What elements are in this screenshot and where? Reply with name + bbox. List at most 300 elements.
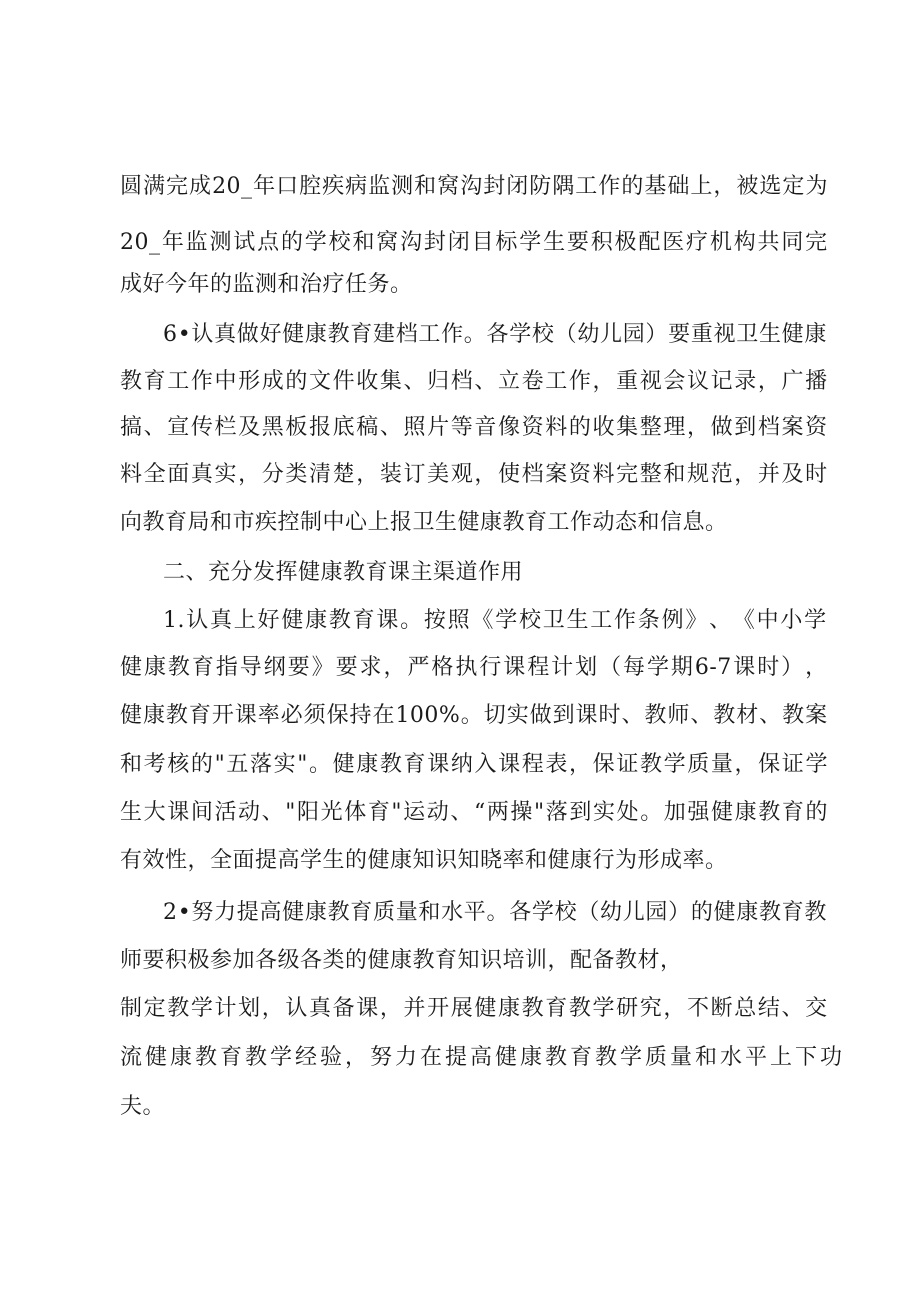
- text-glyph: 楚: [332, 462, 356, 487]
- text-glyph: 作: [598, 174, 621, 199]
- text-line: [120, 653, 828, 683]
- text-glyph: 两: [486, 800, 510, 825]
- text-glyph: 课: [376, 608, 399, 633]
- text-glyph: 每: [623, 655, 646, 680]
- text-glyph: 和: [663, 462, 686, 487]
- text-glyph: ，: [261, 996, 285, 1021]
- text-glyph: 究: [639, 996, 663, 1021]
- text-glyph: 保: [592, 752, 616, 777]
- text-glyph: 教: [639, 752, 663, 777]
- text-glyph: 健: [120, 655, 143, 680]
- text-glyph: 考: [143, 752, 167, 777]
- text-glyph: 《: [471, 608, 494, 633]
- text-glyph: 、: [781, 996, 805, 1021]
- text-glyph: ，: [687, 415, 710, 440]
- text-glyph: 、: [759, 703, 782, 728]
- text-glyph: 、: [474, 369, 497, 394]
- text-glyph: 广: [781, 369, 805, 394]
- text-glyph: 校: [518, 608, 542, 633]
- text-glyph: 像: [498, 415, 521, 440]
- text-glyph: 提: [236, 900, 260, 925]
- text-glyph: （: [554, 322, 578, 347]
- text-line: 师要积极参加各级各类的健康教育知识培训，配备教材，: [120, 948, 683, 973]
- text-glyph: 完: [805, 230, 828, 255]
- text-glyph: 上: [690, 174, 713, 199]
- text-glyph: 做: [529, 703, 553, 728]
- text-glyph: 议: [687, 369, 710, 394]
- text-glyph: 育: [350, 322, 373, 347]
- text-glyph: 学: [304, 230, 328, 255]
- text-glyph: 幼: [577, 322, 600, 347]
- text-glyph: 交: [805, 996, 828, 1021]
- text-glyph: 卫: [542, 608, 566, 633]
- text-glyph: 疗: [686, 230, 709, 255]
- text-glyph: 校: [554, 900, 578, 925]
- text-glyph: 照: [403, 415, 427, 440]
- text-glyph: 为: [805, 174, 828, 199]
- text-glyph: 育: [350, 900, 373, 925]
- text-glyph: 学: [805, 752, 828, 777]
- text-glyph: 、: [379, 415, 403, 440]
- text-glyph: 被: [736, 174, 759, 199]
- text-glyph: 教: [713, 703, 736, 728]
- text-glyph: 全: [143, 462, 167, 487]
- text-glyph: 阳: [296, 800, 320, 825]
- text-glyph: 持: [349, 703, 373, 728]
- text-glyph: 导: [239, 655, 263, 680]
- text-glyph: 育: [352, 608, 376, 633]
- text-glyph: 监: [185, 230, 209, 255]
- text-glyph: 学: [804, 608, 827, 633]
- text-glyph: 作: [190, 369, 214, 394]
- text-glyph: 开: [211, 703, 235, 728]
- text-glyph: ": [297, 752, 308, 777]
- text-glyph: 并: [403, 996, 427, 1021]
- text-glyph: 育: [545, 996, 568, 1021]
- text-glyph: 真: [309, 996, 332, 1021]
- text-glyph: 学: [190, 996, 214, 1021]
- text-glyph: 、: [450, 800, 473, 825]
- text-glyph: 运: [403, 800, 426, 825]
- text-glyph: 生: [120, 800, 143, 825]
- text-glyph: 完: [616, 462, 639, 487]
- text-glyph: 生: [543, 230, 566, 255]
- text-glyph: 课: [234, 703, 258, 728]
- text-glyph: 认: [191, 322, 214, 347]
- text-glyph: 行: [479, 655, 502, 680]
- text-glyph: 健: [282, 322, 305, 347]
- text-glyph: 档: [450, 369, 474, 394]
- text-glyph: 证: [781, 752, 805, 777]
- text-glyph: 划: [575, 655, 598, 680]
- text-glyph: 成: [189, 174, 212, 199]
- text-glyph: 育: [188, 703, 212, 728]
- text-glyph: 学: [646, 655, 670, 680]
- text-glyph: 音: [474, 415, 497, 440]
- text-glyph: 表: [545, 752, 568, 777]
- text-glyph: 工: [167, 369, 190, 394]
- text-glyph: 量: [395, 900, 419, 925]
- text-glyph: 断: [710, 996, 734, 1021]
- text-glyph: 课: [167, 800, 190, 825]
- text-glyph: 、: [143, 415, 167, 440]
- text-line: [120, 172, 828, 202]
- text-glyph: 必: [280, 703, 304, 728]
- text-glyph: 育: [143, 369, 167, 394]
- text-glyph: 处: [616, 800, 640, 825]
- text-glyph: 。: [460, 703, 484, 728]
- text-glyph: 报: [309, 415, 332, 440]
- text-glyph: 测: [391, 174, 414, 199]
- text-glyph: 工: [545, 369, 568, 394]
- text-glyph: 真: [190, 462, 214, 487]
- text-glyph: •: [177, 322, 192, 347]
- text-glyph: 和: [418, 900, 441, 925]
- text-glyph: 保: [326, 703, 350, 728]
- text-glyph: 实: [592, 800, 616, 825]
- text-glyph: 教: [568, 996, 592, 1021]
- text-line: 成好今年的监测和治疗任务。: [120, 272, 413, 297]
- text-glyph: 做: [236, 322, 260, 347]
- text-glyph: 和: [414, 174, 437, 199]
- text-glyph: 努: [191, 900, 214, 925]
- text-glyph: 强: [687, 800, 710, 825]
- text-glyph: 并: [757, 462, 781, 487]
- text-glyph: 例: [661, 608, 685, 633]
- text-glyph: 要: [287, 655, 311, 680]
- text-glyph: ，: [474, 462, 497, 487]
- text-glyph: 形: [238, 369, 261, 394]
- text-glyph: 严: [407, 655, 430, 680]
- text-glyph: 传: [190, 415, 214, 440]
- text-glyph: 和: [120, 752, 143, 777]
- text-glyph: ，: [713, 174, 736, 199]
- text-glyph: 康: [305, 608, 328, 633]
- text-line: [163, 606, 827, 636]
- text-glyph: 档: [521, 462, 545, 487]
- text-glyph: 教: [521, 996, 545, 1021]
- text-glyph: 点: [257, 230, 280, 255]
- text-glyph: 重: [616, 369, 639, 394]
- text-glyph: 及: [238, 415, 261, 440]
- text-glyph: 清: [309, 462, 332, 487]
- text-glyph: 定: [782, 174, 805, 199]
- text-glyph: 搞: [120, 415, 143, 440]
- text-glyph: ，: [805, 655, 828, 680]
- text-glyph: 按: [423, 608, 447, 633]
- text-glyph: ": [391, 800, 403, 825]
- text-glyph: 学: [495, 608, 518, 633]
- text-glyph: 闭: [447, 230, 471, 255]
- text-glyph: 标: [495, 230, 518, 255]
- text-glyph: ": [214, 752, 226, 777]
- text-glyph: 基: [644, 174, 667, 199]
- text-glyph: （: [599, 655, 622, 680]
- text-glyph: 教: [165, 703, 189, 728]
- text-glyph: 好: [257, 608, 281, 633]
- text-glyph: 订: [403, 462, 427, 487]
- text-glyph: 医: [662, 230, 685, 255]
- text-glyph: 要: [668, 322, 691, 347]
- text-glyph: 健: [474, 996, 497, 1021]
- text-glyph: 幼: [600, 900, 623, 925]
- text-glyph: 学: [519, 230, 542, 255]
- text-glyph: 认: [285, 996, 308, 1021]
- text-glyph: 规: [687, 462, 710, 487]
- text-glyph: 小: [780, 608, 803, 633]
- text-glyph: 文: [309, 369, 332, 394]
- text-glyph: 要: [335, 655, 359, 680]
- text-glyph: 积: [590, 230, 614, 255]
- text-glyph: 类: [285, 462, 308, 487]
- text-glyph: 上: [233, 608, 257, 633]
- text-glyph: 案: [545, 462, 568, 487]
- text-glyph: 目: [471, 230, 495, 255]
- text-glyph: 课: [498, 752, 521, 777]
- text-glyph: 力: [214, 900, 237, 925]
- text-glyph: 条: [637, 608, 661, 633]
- text-glyph: 极: [614, 230, 638, 255]
- text-glyph: 黑: [261, 415, 285, 440]
- text-glyph: 建: [372, 322, 396, 347]
- text-glyph: 健: [711, 800, 734, 825]
- text-glyph: 展: [450, 996, 474, 1021]
- text-glyph: 质: [372, 900, 396, 925]
- text-glyph: 求: [359, 655, 383, 680]
- text-glyph: 量: [710, 752, 734, 777]
- text-glyph: 备: [332, 996, 356, 1021]
- text-line: 夫。: [120, 1094, 166, 1119]
- text-glyph: 的: [190, 752, 214, 777]
- text-glyph: 记: [710, 369, 734, 394]
- text-glyph: 工: [418, 322, 441, 347]
- text-line: [120, 994, 828, 1024]
- text-glyph: 落: [545, 800, 569, 825]
- text-glyph: 作: [568, 369, 592, 394]
- text-glyph: 件: [332, 369, 356, 394]
- text-glyph: 20_: [120, 230, 161, 255]
- text-glyph: 测: [209, 230, 232, 255]
- text-glyph: 疾: [322, 174, 345, 199]
- text-line: 向教育局和市疾控制中心上报卫生健康教育工作动态和信息。: [120, 510, 728, 535]
- text-glyph: 会: [663, 369, 686, 394]
- text-glyph: 。: [400, 608, 423, 633]
- text-glyph: 教: [758, 900, 782, 925]
- text-glyph: 使: [498, 462, 521, 487]
- text-glyph: 中: [214, 369, 238, 394]
- text-glyph: ，: [379, 996, 403, 1021]
- text-glyph: 须: [303, 703, 327, 728]
- text-glyph: 、: [261, 800, 285, 825]
- text-glyph: 圆: [120, 174, 143, 199]
- text-glyph: 实: [273, 752, 297, 777]
- text-glyph: 和: [352, 230, 375, 255]
- text-glyph: 执: [455, 655, 478, 680]
- text-glyph: 范: [710, 462, 734, 487]
- text-glyph: 试: [233, 230, 256, 255]
- text-glyph: 校: [531, 322, 555, 347]
- text-glyph: 儿: [622, 900, 646, 925]
- text-glyph: 操: [510, 800, 533, 825]
- text-glyph: ，: [569, 752, 592, 777]
- text-glyph: 观: [450, 462, 474, 487]
- text-glyph: 成: [261, 369, 285, 394]
- text-glyph: 理: [663, 415, 686, 440]
- text-glyph: 结: [757, 996, 781, 1021]
- text-glyph: ）: [668, 900, 691, 925]
- text-glyph: 资: [805, 415, 828, 440]
- text-glyph: 研: [616, 996, 639, 1021]
- text-line: [120, 228, 828, 258]
- text-glyph: 康: [736, 900, 759, 925]
- text-glyph: 康: [804, 322, 827, 347]
- text-glyph: 健: [281, 608, 304, 633]
- text-glyph: 封: [483, 174, 506, 199]
- text-glyph: 做: [710, 415, 734, 440]
- text-glyph: 康: [734, 800, 758, 825]
- text-glyph: 课: [733, 655, 756, 680]
- text-glyph: 到: [569, 800, 592, 825]
- text-glyph: 立: [498, 369, 521, 394]
- text-glyph: 教: [328, 608, 352, 633]
- text-glyph: 指: [215, 655, 239, 680]
- text-glyph: 的: [568, 415, 592, 440]
- text-glyph: 在: [372, 703, 395, 728]
- text-glyph: 宣: [167, 415, 190, 440]
- text-glyph: 片: [427, 415, 450, 440]
- text-glyph: 完: [166, 174, 189, 199]
- text-glyph: 校: [328, 230, 352, 255]
- text-glyph: 加: [663, 800, 687, 825]
- text-line: [163, 898, 827, 928]
- text-glyph: 各: [486, 322, 510, 347]
- text-glyph: 教: [167, 655, 191, 680]
- text-glyph: 教: [804, 900, 827, 925]
- text-glyph: 教: [120, 369, 143, 394]
- text-glyph: 育: [191, 655, 215, 680]
- text-glyph: 落: [249, 752, 273, 777]
- text-glyph: 实: [506, 703, 530, 728]
- text-line: [120, 460, 828, 490]
- text-glyph: 资: [568, 462, 592, 487]
- text-glyph: 体: [344, 800, 367, 825]
- text-glyph: 师: [667, 703, 690, 728]
- text-glyph: 工: [590, 608, 613, 633]
- text-line: 流健康教育教学经验，努力在提高健康教育教学质量和水平上下功: [120, 1045, 846, 1070]
- text-line: [120, 750, 828, 780]
- text-glyph: 健: [282, 900, 305, 925]
- text-glyph: ，: [663, 996, 686, 1021]
- text-glyph: 窝: [376, 230, 399, 255]
- text-glyph: 视: [639, 369, 663, 394]
- text-line: [120, 798, 828, 828]
- text-glyph: 档: [757, 415, 781, 440]
- text-glyph: ，: [238, 462, 261, 487]
- text-glyph: 工: [575, 174, 598, 199]
- text-glyph: 装: [379, 462, 403, 487]
- text-glyph: 100%: [395, 703, 461, 728]
- text-glyph: 实: [214, 462, 238, 487]
- text-glyph: 沟: [460, 174, 483, 199]
- text-glyph: 视: [713, 322, 737, 347]
- text-glyph: 卫: [736, 322, 759, 347]
- text-glyph: ，: [734, 462, 757, 487]
- text-glyph: ，: [592, 369, 616, 394]
- text-glyph: 纲: [263, 655, 287, 680]
- text-glyph: 、: [621, 703, 644, 728]
- text-glyph: 闭: [506, 174, 529, 199]
- text-glyph: 康: [356, 752, 379, 777]
- text-glyph: 沟: [400, 230, 423, 255]
- text-glyph: 真: [210, 608, 233, 633]
- text-glyph: 率: [257, 703, 281, 728]
- text-glyph: ": [285, 800, 296, 825]
- text-glyph: 案: [781, 415, 805, 440]
- text-glyph: 稿: [356, 415, 379, 440]
- text-glyph: 时: [598, 703, 622, 728]
- text-glyph: （: [577, 900, 600, 925]
- text-glyph: ，: [383, 655, 406, 680]
- text-glyph: 时: [805, 462, 828, 487]
- text-glyph: 制: [120, 996, 143, 1021]
- text-glyph: 课: [575, 703, 599, 728]
- text-glyph: 等: [450, 415, 474, 440]
- text-line: [120, 413, 828, 443]
- text-glyph: 康: [142, 703, 166, 728]
- text-glyph: 分: [261, 462, 285, 487]
- text-glyph: 的: [621, 174, 644, 199]
- text-line: 有效性，全面提高学生的健康知识知晓率和健康行为形成率。: [120, 848, 728, 873]
- text-glyph: 定: [143, 996, 167, 1021]
- text-glyph: 高: [259, 900, 282, 925]
- text-glyph: 儿: [600, 322, 623, 347]
- text-glyph: 健: [781, 322, 805, 347]
- text-glyph: 光: [320, 800, 344, 825]
- text-glyph: 五: [226, 752, 249, 777]
- text-glyph: 作: [441, 322, 464, 347]
- text-glyph: 腔: [299, 174, 322, 199]
- text-glyph: 要: [566, 230, 590, 255]
- text-glyph: 课: [503, 655, 526, 680]
- text-glyph: 程: [521, 752, 545, 777]
- text-glyph: 的: [805, 800, 828, 825]
- text-glyph: 》: [311, 655, 335, 680]
- text-glyph: 、: [403, 369, 427, 394]
- text-glyph: 窝: [437, 174, 460, 199]
- text-glyph: 共: [757, 230, 781, 255]
- text-glyph: 育: [403, 752, 427, 777]
- text-glyph: 构: [733, 230, 757, 255]
- text-glyph: 收: [592, 415, 616, 440]
- text-glyph: 口: [276, 174, 299, 199]
- text-glyph: 划: [238, 996, 261, 1021]
- text-glyph: 总: [734, 996, 757, 1021]
- text-glyph: 整: [639, 462, 663, 487]
- text-glyph: 收: [356, 369, 379, 394]
- text-line: [120, 701, 828, 731]
- text-glyph: 教: [327, 322, 351, 347]
- text-glyph: 康: [304, 322, 328, 347]
- text-glyph: 配: [638, 230, 661, 255]
- text-glyph: 。: [640, 800, 663, 825]
- text-glyph: 料: [120, 462, 143, 487]
- text-glyph: 切: [483, 703, 507, 728]
- text-glyph: 病: [345, 174, 368, 199]
- text-glyph: 隅: [552, 174, 575, 199]
- text-glyph: 育: [781, 800, 805, 825]
- text-glyph: 大: [143, 800, 167, 825]
- text-glyph: 到: [734, 415, 757, 440]
